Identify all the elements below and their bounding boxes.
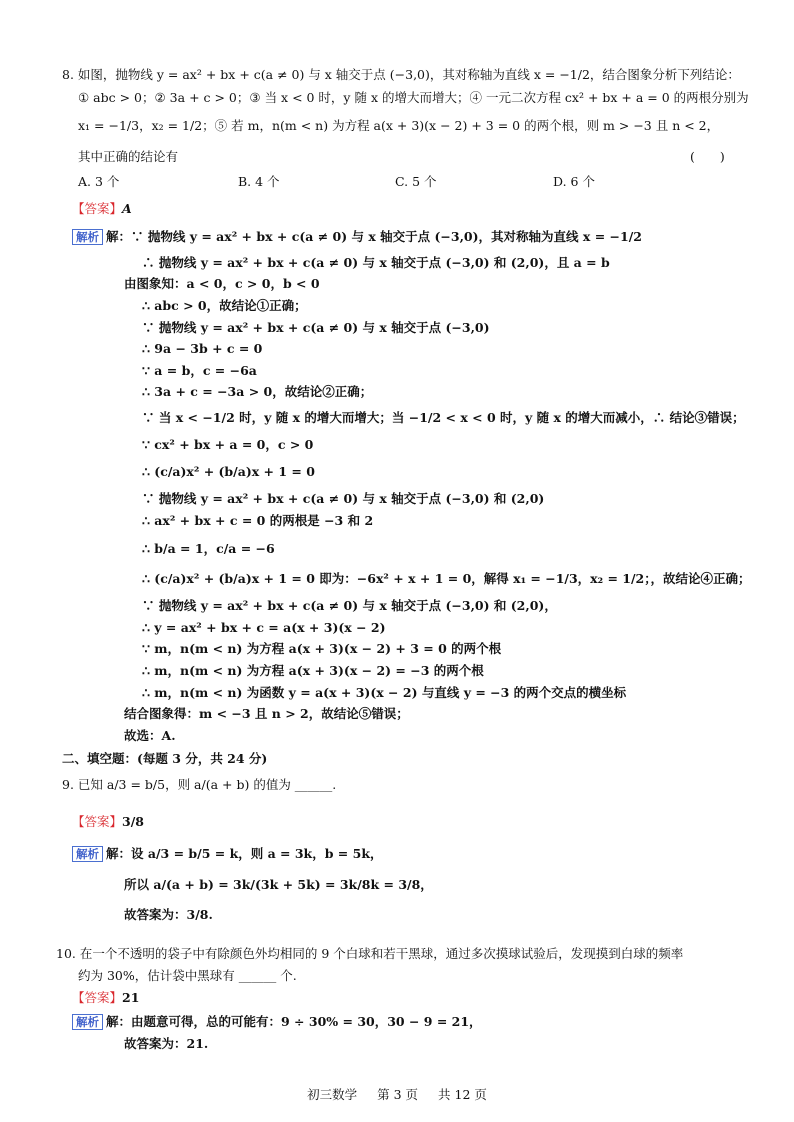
q10-analysis-1: 故答案为：21. [124,1036,209,1051]
q8-analysis-20: 结合图象得：m < −3 且 n > 2，故结论⑤错误； [124,706,409,721]
q8-analysis-17: ∵ m，n(m < n) 为方程 a(x + 3)(x − 2) + 3 = 0 的两个根 [142,641,502,656]
q8-analysis-4: ∵ 抛物线 y = ax² + bx + c(a ≠ 0) 与 x 轴交于点 (−3,0) [142,320,490,335]
q8-analysis-19: ∴ m，n(m < n) 为函数 y = a(x + 3)(x − 2) 与直线 y = −3 的两个交点的横坐标 [142,685,627,700]
q8-analysis-7: ∴ 3a + c = −3a > 0，故结论②正确； [142,384,373,399]
q8-line-1: 8. 如图，抛物线 y = ax² + bx + c(a ≠ 0) 与 x 轴交于点 (−3,0)，其对称轴为直线 x = −1/2，结合图象分析下列结论： [62,67,740,82]
q8-analysis-8: ∵ 当 x < −1/2 时，y 随 x 的增大而增大；当 −1/2 < x < 0 时，y 随 x 的增大而减小，∴ 结论③错误； [142,410,745,425]
q8-option-a: A. 3 个 [78,174,120,189]
answer-value: A [122,201,132,216]
q8-analysis-9: ∵ cx² + bx + a = 0，c > 0 [142,437,314,452]
answer-value: 21 [122,990,140,1005]
analysis-tag: 解析 [72,229,103,245]
answer-tag: 【答案】 [72,814,123,829]
q8-line-3: x₁ = −1/3，x₂ = 1/2；⑤ 若 m，n(m < n) 为方程 a(x + 3)(x − 2) + 3 = 0 的两个根，则 m > −3 且 n < 2， [78,118,720,133]
page-footer [0,1085,794,1103]
answer-tag: 【答案】 [72,990,123,1005]
q8-analysis-3: ∴ abc > 0，故结论①正确； [142,298,307,313]
footer-total: 共 12 页 [438,1087,487,1102]
q8-analysis-18: ∴ m，n(m < n) 为方程 a(x + 3)(x − 2) = −3 的两个根 [142,663,484,678]
q8-line-4: 其中正确的结论有 [78,149,179,164]
q8-analysis-1: ∴ 抛物线 y = ax² + bx + c(a ≠ 0) 与 x 轴交于点 (−3,0) 和 (2,0)，且 a = b [142,255,610,270]
q8-line-2: ① abc > 0；② 3a + c > 0；③ 当 x < 0 时，y 随 x 的增大而增大；④ 一元二次方程 cx² + bx + a = 0 的两根分别为 [78,90,749,105]
q9-analysis-1: 所以 a/(a + b) = 3k/(3k + 5k) = 3k/8k = 3/8， [124,877,433,892]
q8-analysis-14: ∴ (c/a)x² + (b/a)x + 1 = 0 即为：−6x² + x + 1 = 0，解得 x₁ = −1/3，x₂ = 1/2；，故结论④正确； [142,571,751,586]
q8-analysis-5: ∴ 9a − 3b + c = 0 [142,341,263,356]
q8-analysis-11: ∵ 抛物线 y = ax² + bx + c(a ≠ 0) 与 x 轴交于点 (−3,0) 和 (2,0) [142,491,545,506]
q10-answer [72,990,139,1006]
answer-tag: 【答案】 [72,201,123,216]
answer-value: 3/8 [122,814,144,829]
q8-analysis-0: 解析 解：∵ 抛物线 y = ax² + bx + c(a ≠ 0) 与 x 轴交于点 (−3,0)，其对称轴为直线 x = −1/2 [72,229,642,245]
q10-line-1: 10. 在一个不透明的袋子中有除颜色外均相同的 9 个白球和若干黑球，通过多次摸球试验后，发现摸到白球的频率 [56,946,684,961]
section-heading: 二、填空题：(每题 3 分，共 24 分) [62,751,268,766]
q8-analysis-21: 故选：A. [124,728,176,743]
q8-analysis-12: ∴ ax² + bx + c = 0 的两根是 −3 和 2 [142,513,374,528]
q8-answer [72,201,132,217]
q8-option-d: D. 6 个 [553,174,595,189]
q9-analysis-0: 解析 解：设 a/3 = b/5 = k，则 a = 3k，b = 5k， [72,846,383,862]
q10-line-2: 约为 30%，估计袋中黑球有 ______ 个. [78,968,297,983]
q8-analysis-13: ∴ b/a = 1，c/a = −6 [142,541,275,556]
analysis-tag: 解析 [72,1014,103,1030]
analysis-tag: 解析 [72,846,103,862]
footer-subject: 初三数学 [307,1087,358,1102]
q8-analysis-16: ∴ y = ax² + bx + c = a(x + 3)(x − 2) [142,620,386,635]
q8-analysis-10: ∴ (c/a)x² + (b/a)x + 1 = 0 [142,464,315,479]
q8-analysis-6: ∵ a = b，c = −6a [142,363,257,378]
q9-answer [72,814,144,830]
q9-analysis-2: 故答案为：3/8. [124,907,213,922]
q8-paren: ( ) [690,149,725,164]
q9-question: 9. 已知 a/3 = b/5，则 a/(a + b) 的值为 ______. [62,777,337,792]
q8-option-c: C. 5 个 [395,174,437,189]
footer-page: 第 3 页 [377,1087,419,1102]
q8-analysis-15: ∵ 抛物线 y = ax² + bx + c(a ≠ 0) 与 x 轴交于点 (−3,0) 和 (2,0)， [142,598,557,613]
q10-analysis-0: 解析 解：由题意可得，总的可能有：9 ÷ 30% = 30，30 − 9 = 21， [72,1014,482,1030]
q8-analysis-2: 由图象知：a < 0，c > 0，b < 0 [124,276,320,291]
q8-option-b: B. 4 个 [238,174,280,189]
